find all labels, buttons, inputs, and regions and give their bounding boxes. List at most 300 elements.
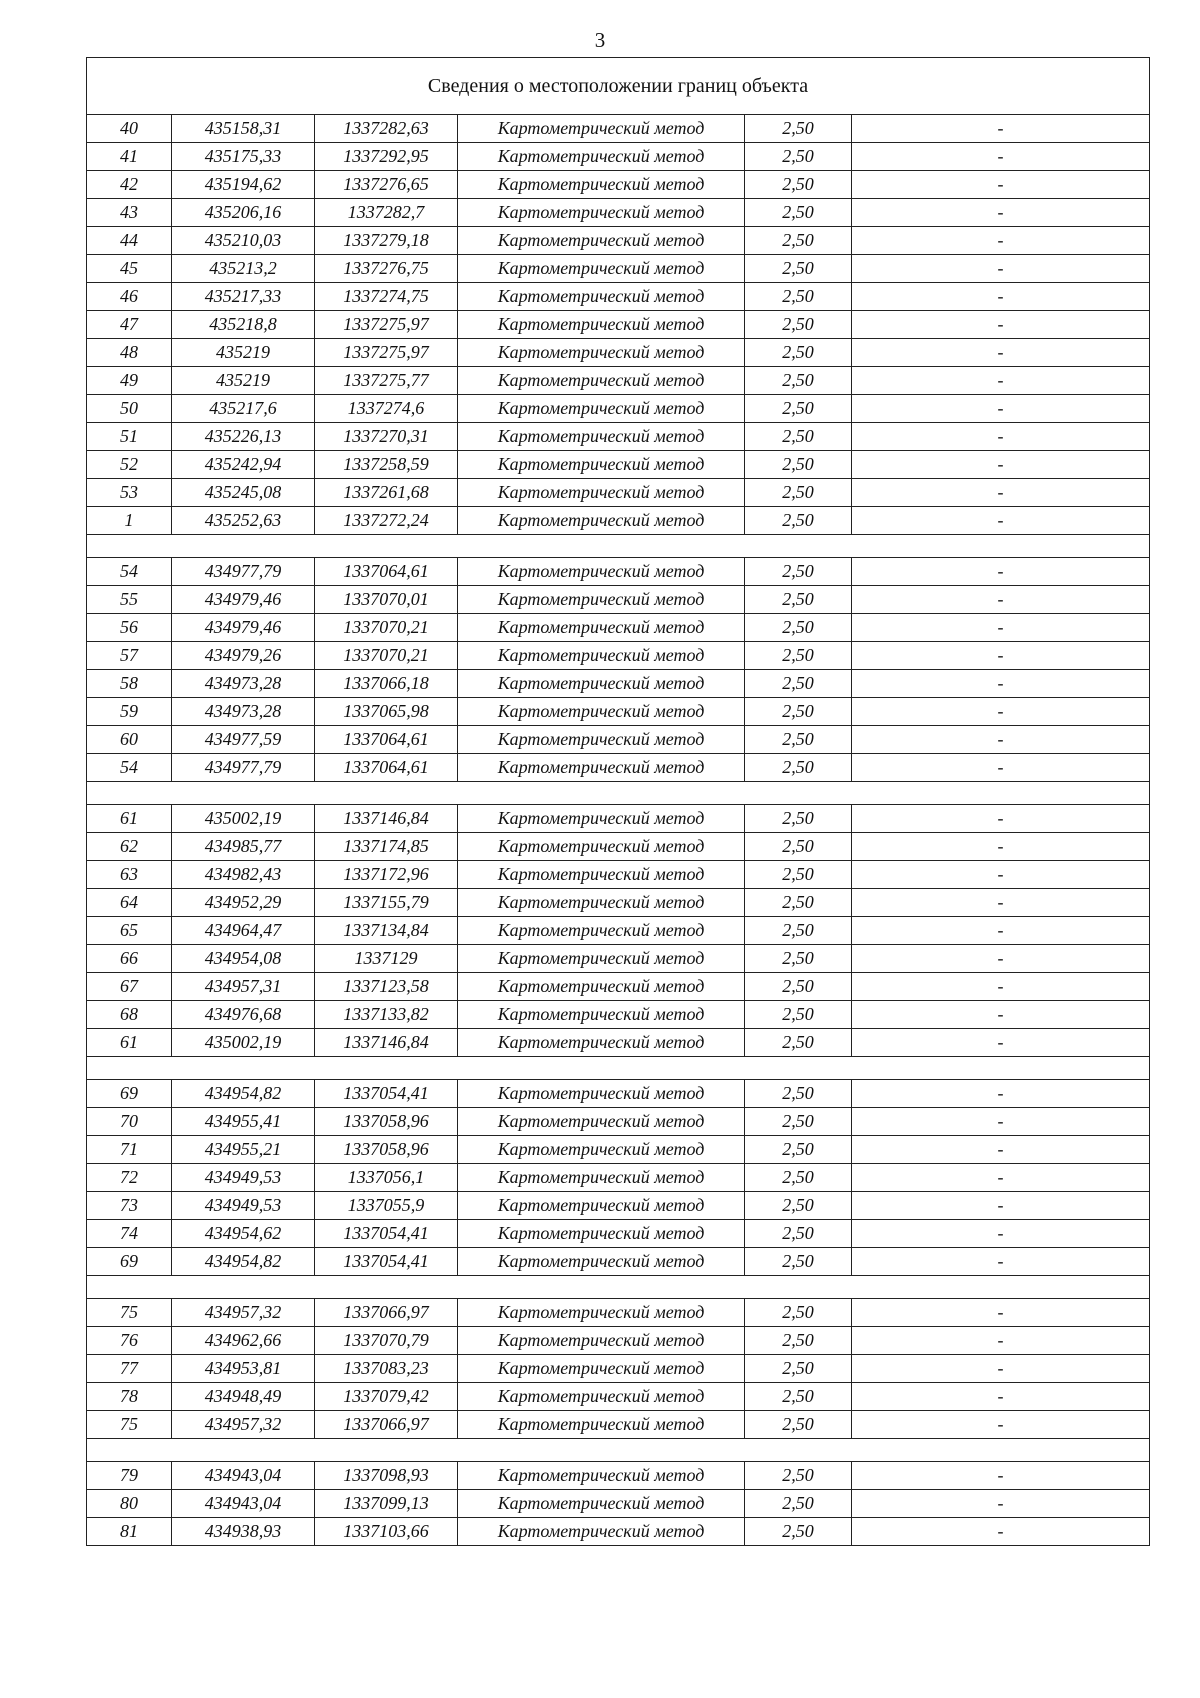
y-coordinate-cell: 1337282,7 (315, 199, 458, 227)
table-row (87, 1192, 1150, 1220)
point-number-cell: 58 (87, 670, 172, 698)
accuracy-cell: 2,50 (745, 1518, 852, 1546)
point-number-cell: 77 (87, 1355, 172, 1383)
y-coordinate-cell: 1337261,68 (315, 479, 458, 507)
accuracy-cell: 2,50 (745, 1383, 852, 1411)
method-cell: Картометрический метод (458, 255, 745, 283)
y-coordinate-cell: 1337174,85 (315, 833, 458, 861)
method-cell: Картометрический метод (458, 833, 745, 861)
point-number-cell: 54 (87, 558, 172, 586)
table-row (87, 1355, 1150, 1383)
description-cell: - (852, 1248, 1150, 1276)
y-coordinate-cell: 1337276,65 (315, 171, 458, 199)
method-cell: Картометрический метод (458, 558, 745, 586)
x-coordinate-cell: 435002,19 (172, 1029, 315, 1057)
accuracy-cell: 2,50 (745, 367, 852, 395)
x-coordinate-cell: 434982,43 (172, 861, 315, 889)
x-coordinate-cell: 434948,49 (172, 1383, 315, 1411)
description-cell: - (852, 670, 1150, 698)
x-coordinate-cell: 435213,2 (172, 255, 315, 283)
description-cell: - (852, 805, 1150, 833)
method-cell: Картометрический метод (458, 311, 745, 339)
group-separator (87, 1439, 1150, 1462)
x-coordinate-cell: 435245,08 (172, 479, 315, 507)
table-row (87, 283, 1150, 311)
accuracy-cell: 2,50 (745, 1248, 852, 1276)
y-coordinate-cell: 1337083,23 (315, 1355, 458, 1383)
y-coordinate-cell: 1337098,93 (315, 1462, 458, 1490)
description-cell: - (852, 1411, 1150, 1439)
y-coordinate-cell: 1337146,84 (315, 1029, 458, 1057)
method-cell: Картометрический метод (458, 726, 745, 754)
table-row (87, 1080, 1150, 1108)
description-cell: - (852, 889, 1150, 917)
description-cell: - (852, 861, 1150, 889)
table-row (87, 339, 1150, 367)
method-cell: Картометрический метод (458, 115, 745, 143)
accuracy-cell: 2,50 (745, 614, 852, 642)
x-coordinate-cell: 435219 (172, 367, 315, 395)
method-cell: Картометрический метод (458, 1462, 745, 1490)
method-cell: Картометрический метод (458, 1411, 745, 1439)
y-coordinate-cell: 1337054,41 (315, 1248, 458, 1276)
y-coordinate-cell: 1337155,79 (315, 889, 458, 917)
x-coordinate-cell: 434943,04 (172, 1490, 315, 1518)
description-cell: - (852, 973, 1150, 1001)
y-coordinate-cell: 1337064,61 (315, 726, 458, 754)
group-separator-row (87, 1057, 1150, 1080)
method-cell: Картометрический метод (458, 1220, 745, 1248)
x-coordinate-cell: 434954,82 (172, 1248, 315, 1276)
description-cell: - (852, 754, 1150, 782)
point-number-cell: 57 (87, 642, 172, 670)
point-number-cell: 78 (87, 1383, 172, 1411)
table-row (87, 642, 1150, 670)
method-cell: Картометрический метод (458, 670, 745, 698)
x-coordinate-cell: 435218,8 (172, 311, 315, 339)
y-coordinate-cell: 1337055,9 (315, 1192, 458, 1220)
accuracy-cell: 2,50 (745, 1411, 852, 1439)
description-cell: - (852, 614, 1150, 642)
accuracy-cell: 2,50 (745, 1001, 852, 1029)
method-cell: Картометрический метод (458, 1136, 745, 1164)
description-cell: - (852, 1355, 1150, 1383)
accuracy-cell: 2,50 (745, 1490, 852, 1518)
y-coordinate-cell: 1337070,79 (315, 1327, 458, 1355)
description-cell: - (852, 1080, 1150, 1108)
x-coordinate-cell: 434954,62 (172, 1220, 315, 1248)
method-cell: Картометрический метод (458, 143, 745, 171)
accuracy-cell: 2,50 (745, 558, 852, 586)
y-coordinate-cell: 1337099,13 (315, 1490, 458, 1518)
method-cell: Картометрический метод (458, 423, 745, 451)
method-cell: Картометрический метод (458, 199, 745, 227)
group-separator (87, 535, 1150, 558)
y-coordinate-cell: 1337275,77 (315, 367, 458, 395)
point-number-cell: 64 (87, 889, 172, 917)
accuracy-cell: 2,50 (745, 861, 852, 889)
table-row (87, 507, 1150, 535)
point-number-cell: 46 (87, 283, 172, 311)
x-coordinate-cell: 434938,93 (172, 1518, 315, 1546)
point-number-cell: 51 (87, 423, 172, 451)
y-coordinate-cell: 1337272,24 (315, 507, 458, 535)
accuracy-cell: 2,50 (745, 917, 852, 945)
table-row (87, 1248, 1150, 1276)
point-number-cell: 71 (87, 1136, 172, 1164)
method-cell: Картометрический метод (458, 1080, 745, 1108)
group-separator-row (87, 782, 1150, 805)
description-cell: - (852, 833, 1150, 861)
accuracy-cell: 2,50 (745, 670, 852, 698)
x-coordinate-cell: 435217,33 (172, 283, 315, 311)
table-row (87, 889, 1150, 917)
description-cell: - (852, 1136, 1150, 1164)
y-coordinate-cell: 1337058,96 (315, 1136, 458, 1164)
accuracy-cell: 2,50 (745, 833, 852, 861)
table-row (87, 1164, 1150, 1192)
point-number-cell: 60 (87, 726, 172, 754)
accuracy-cell: 2,50 (745, 199, 852, 227)
table-row (87, 143, 1150, 171)
table-row (87, 614, 1150, 642)
x-coordinate-cell: 435158,31 (172, 115, 315, 143)
accuracy-cell: 2,50 (745, 1327, 852, 1355)
point-number-cell: 81 (87, 1518, 172, 1546)
table-row (87, 479, 1150, 507)
accuracy-cell: 2,50 (745, 1029, 852, 1057)
table-body (87, 58, 1150, 1546)
point-number-cell: 73 (87, 1192, 172, 1220)
accuracy-cell: 2,50 (745, 586, 852, 614)
y-coordinate-cell: 1337270,31 (315, 423, 458, 451)
point-number-cell: 80 (87, 1490, 172, 1518)
point-number-cell: 66 (87, 945, 172, 973)
accuracy-cell: 2,50 (745, 1108, 852, 1136)
x-coordinate-cell: 435210,03 (172, 227, 315, 255)
x-coordinate-cell: 434954,82 (172, 1080, 315, 1108)
description-cell: - (852, 311, 1150, 339)
point-number-cell: 63 (87, 861, 172, 889)
y-coordinate-cell: 1337066,97 (315, 1299, 458, 1327)
method-cell: Картометрический метод (458, 698, 745, 726)
x-coordinate-cell: 435219 (172, 339, 315, 367)
table-title: Сведения о местоположении границ объекта (87, 58, 1150, 115)
y-coordinate-cell: 1337172,96 (315, 861, 458, 889)
method-cell: Картометрический метод (458, 945, 745, 973)
point-number-cell: 75 (87, 1299, 172, 1327)
accuracy-cell: 2,50 (745, 283, 852, 311)
method-cell: Картометрический метод (458, 973, 745, 1001)
y-coordinate-cell: 1337066,18 (315, 670, 458, 698)
description-cell: - (852, 143, 1150, 171)
method-cell: Картометрический метод (458, 754, 745, 782)
x-coordinate-cell: 434955,41 (172, 1108, 315, 1136)
point-number-cell: 74 (87, 1220, 172, 1248)
group-separator (87, 782, 1150, 805)
table-row (87, 726, 1150, 754)
y-coordinate-cell: 1337274,75 (315, 283, 458, 311)
x-coordinate-cell: 434979,26 (172, 642, 315, 670)
accuracy-cell: 2,50 (745, 255, 852, 283)
x-coordinate-cell: 434977,79 (172, 558, 315, 586)
table-row (87, 973, 1150, 1001)
y-coordinate-cell: 1337123,58 (315, 973, 458, 1001)
table-row (87, 917, 1150, 945)
table-row (87, 395, 1150, 423)
description-cell: - (852, 1518, 1150, 1546)
x-coordinate-cell: 434949,53 (172, 1192, 315, 1220)
table-row (87, 558, 1150, 586)
method-cell: Картометрический метод (458, 861, 745, 889)
y-coordinate-cell: 1337274,6 (315, 395, 458, 423)
accuracy-cell: 2,50 (745, 1136, 852, 1164)
description-cell: - (852, 1462, 1150, 1490)
accuracy-cell: 2,50 (745, 1192, 852, 1220)
point-number-cell: 67 (87, 973, 172, 1001)
table-row (87, 1136, 1150, 1164)
point-number-cell: 43 (87, 199, 172, 227)
y-coordinate-cell: 1337079,42 (315, 1383, 458, 1411)
description-cell: - (852, 642, 1150, 670)
x-coordinate-cell: 434976,68 (172, 1001, 315, 1029)
description-cell: - (852, 1164, 1150, 1192)
point-number-cell: 53 (87, 479, 172, 507)
x-coordinate-cell: 435206,16 (172, 199, 315, 227)
description-cell: - (852, 1192, 1150, 1220)
point-number-cell: 1 (87, 507, 172, 535)
point-number-cell: 52 (87, 451, 172, 479)
table-row (87, 1327, 1150, 1355)
description-cell: - (852, 917, 1150, 945)
accuracy-cell: 2,50 (745, 1462, 852, 1490)
description-cell: - (852, 1108, 1150, 1136)
method-cell: Картометрический метод (458, 1518, 745, 1546)
table-row (87, 1490, 1150, 1518)
table-row (87, 423, 1150, 451)
description-cell: - (852, 171, 1150, 199)
description-cell: - (852, 283, 1150, 311)
page-number: 3 (594, 28, 606, 52)
description-cell: - (852, 1327, 1150, 1355)
table-row (87, 255, 1150, 283)
description-cell: - (852, 479, 1150, 507)
method-cell: Картометрический метод (458, 451, 745, 479)
accuracy-cell: 2,50 (745, 642, 852, 670)
table-row (87, 1518, 1150, 1546)
point-number-cell: 61 (87, 805, 172, 833)
point-number-cell: 69 (87, 1248, 172, 1276)
table-row (87, 451, 1150, 479)
description-cell: - (852, 726, 1150, 754)
method-cell: Картометрический метод (458, 1327, 745, 1355)
accuracy-cell: 2,50 (745, 805, 852, 833)
table-title-row (87, 58, 1150, 115)
group-separator-row (87, 1439, 1150, 1462)
description-cell: - (852, 698, 1150, 726)
x-coordinate-cell: 434964,47 (172, 917, 315, 945)
group-separator-row (87, 1276, 1150, 1299)
method-cell: Картометрический метод (458, 805, 745, 833)
accuracy-cell: 2,50 (745, 451, 852, 479)
table-row (87, 1299, 1150, 1327)
y-coordinate-cell: 1337146,84 (315, 805, 458, 833)
method-cell: Картометрический метод (458, 479, 745, 507)
y-coordinate-cell: 1337070,21 (315, 642, 458, 670)
y-coordinate-cell: 1337064,61 (315, 558, 458, 586)
description-cell: - (852, 1001, 1150, 1029)
accuracy-cell: 2,50 (745, 1299, 852, 1327)
method-cell: Картометрический метод (458, 395, 745, 423)
point-number-cell: 41 (87, 143, 172, 171)
y-coordinate-cell: 1337065,98 (315, 698, 458, 726)
method-cell: Картометрический метод (458, 227, 745, 255)
x-coordinate-cell: 434973,28 (172, 670, 315, 698)
x-coordinate-cell: 434943,04 (172, 1462, 315, 1490)
table-row (87, 311, 1150, 339)
method-cell: Картометрический метод (458, 614, 745, 642)
table-row (87, 199, 1150, 227)
method-cell: Картометрический метод (458, 642, 745, 670)
y-coordinate-cell: 1337129 (315, 945, 458, 973)
accuracy-cell: 2,50 (745, 479, 852, 507)
x-coordinate-cell: 435242,94 (172, 451, 315, 479)
accuracy-cell: 2,50 (745, 973, 852, 1001)
method-cell: Картометрический метод (458, 367, 745, 395)
table-row (87, 171, 1150, 199)
x-coordinate-cell: 434979,46 (172, 586, 315, 614)
y-coordinate-cell: 1337276,75 (315, 255, 458, 283)
point-number-cell: 49 (87, 367, 172, 395)
point-number-cell: 68 (87, 1001, 172, 1029)
boundary-coordinates-table (86, 57, 1150, 1546)
y-coordinate-cell: 1337058,96 (315, 1108, 458, 1136)
x-coordinate-cell: 435002,19 (172, 805, 315, 833)
accuracy-cell: 2,50 (745, 754, 852, 782)
description-cell: - (852, 1029, 1150, 1057)
point-number-cell: 59 (87, 698, 172, 726)
table-row (87, 833, 1150, 861)
y-coordinate-cell: 1337064,61 (315, 754, 458, 782)
y-coordinate-cell: 1337070,21 (315, 614, 458, 642)
method-cell: Картометрический метод (458, 1355, 745, 1383)
x-coordinate-cell: 434957,32 (172, 1411, 315, 1439)
accuracy-cell: 2,50 (745, 115, 852, 143)
y-coordinate-cell: 1337103,66 (315, 1518, 458, 1546)
point-number-cell: 47 (87, 311, 172, 339)
description-cell: - (852, 395, 1150, 423)
accuracy-cell: 2,50 (745, 945, 852, 973)
table-row (87, 698, 1150, 726)
group-separator (87, 1276, 1150, 1299)
x-coordinate-cell: 434952,29 (172, 889, 315, 917)
x-coordinate-cell: 434973,28 (172, 698, 315, 726)
x-coordinate-cell: 434949,53 (172, 1164, 315, 1192)
description-cell: - (852, 115, 1150, 143)
description-cell: - (852, 586, 1150, 614)
y-coordinate-cell: 1337054,41 (315, 1080, 458, 1108)
group-separator (87, 1057, 1150, 1080)
y-coordinate-cell: 1337070,01 (315, 586, 458, 614)
method-cell: Картометрический метод (458, 1029, 745, 1057)
table-row (87, 945, 1150, 973)
x-coordinate-cell: 434977,59 (172, 726, 315, 754)
x-coordinate-cell: 434953,81 (172, 1355, 315, 1383)
x-coordinate-cell: 435175,33 (172, 143, 315, 171)
point-number-cell: 65 (87, 917, 172, 945)
x-coordinate-cell: 435226,13 (172, 423, 315, 451)
x-coordinate-cell: 434957,31 (172, 973, 315, 1001)
y-coordinate-cell: 1337279,18 (315, 227, 458, 255)
table-row (87, 586, 1150, 614)
method-cell: Картометрический метод (458, 1490, 745, 1518)
x-coordinate-cell: 434954,08 (172, 945, 315, 973)
table-row (87, 805, 1150, 833)
point-number-cell: 54 (87, 754, 172, 782)
point-number-cell: 72 (87, 1164, 172, 1192)
accuracy-cell: 2,50 (745, 395, 852, 423)
point-number-cell: 62 (87, 833, 172, 861)
description-cell: - (852, 339, 1150, 367)
accuracy-cell: 2,50 (745, 143, 852, 171)
table-row (87, 1383, 1150, 1411)
description-cell: - (852, 423, 1150, 451)
table-row (87, 367, 1150, 395)
method-cell: Картометрический метод (458, 171, 745, 199)
table-row (87, 1220, 1150, 1248)
accuracy-cell: 2,50 (745, 227, 852, 255)
method-cell: Картометрический метод (458, 507, 745, 535)
accuracy-cell: 2,50 (745, 339, 852, 367)
method-cell: Картометрический метод (458, 1299, 745, 1327)
table-row (87, 1001, 1150, 1029)
point-number-cell: 61 (87, 1029, 172, 1057)
y-coordinate-cell: 1337133,82 (315, 1001, 458, 1029)
method-cell: Картометрический метод (458, 339, 745, 367)
y-coordinate-cell: 1337054,41 (315, 1220, 458, 1248)
accuracy-cell: 2,50 (745, 423, 852, 451)
point-number-cell: 76 (87, 1327, 172, 1355)
point-number-cell: 42 (87, 171, 172, 199)
y-coordinate-cell: 1337134,84 (315, 917, 458, 945)
description-cell: - (852, 945, 1150, 973)
accuracy-cell: 2,50 (745, 698, 852, 726)
description-cell: - (852, 1299, 1150, 1327)
point-number-cell: 75 (87, 1411, 172, 1439)
y-coordinate-cell: 1337275,97 (315, 339, 458, 367)
accuracy-cell: 2,50 (745, 726, 852, 754)
group-separator-row (87, 535, 1150, 558)
point-number-cell: 45 (87, 255, 172, 283)
point-number-cell: 50 (87, 395, 172, 423)
y-coordinate-cell: 1337056,1 (315, 1164, 458, 1192)
description-cell: - (852, 199, 1150, 227)
accuracy-cell: 2,50 (745, 1080, 852, 1108)
description-cell: - (852, 507, 1150, 535)
description-cell: - (852, 255, 1150, 283)
method-cell: Картометрический метод (458, 283, 745, 311)
method-cell: Картометрический метод (458, 917, 745, 945)
method-cell: Картометрический метод (458, 1164, 745, 1192)
method-cell: Картометрический метод (458, 1192, 745, 1220)
accuracy-cell: 2,50 (745, 1220, 852, 1248)
x-coordinate-cell: 434962,66 (172, 1327, 315, 1355)
x-coordinate-cell: 435217,6 (172, 395, 315, 423)
table-row (87, 754, 1150, 782)
point-number-cell: 69 (87, 1080, 172, 1108)
description-cell: - (852, 1490, 1150, 1518)
x-coordinate-cell: 434977,79 (172, 754, 315, 782)
